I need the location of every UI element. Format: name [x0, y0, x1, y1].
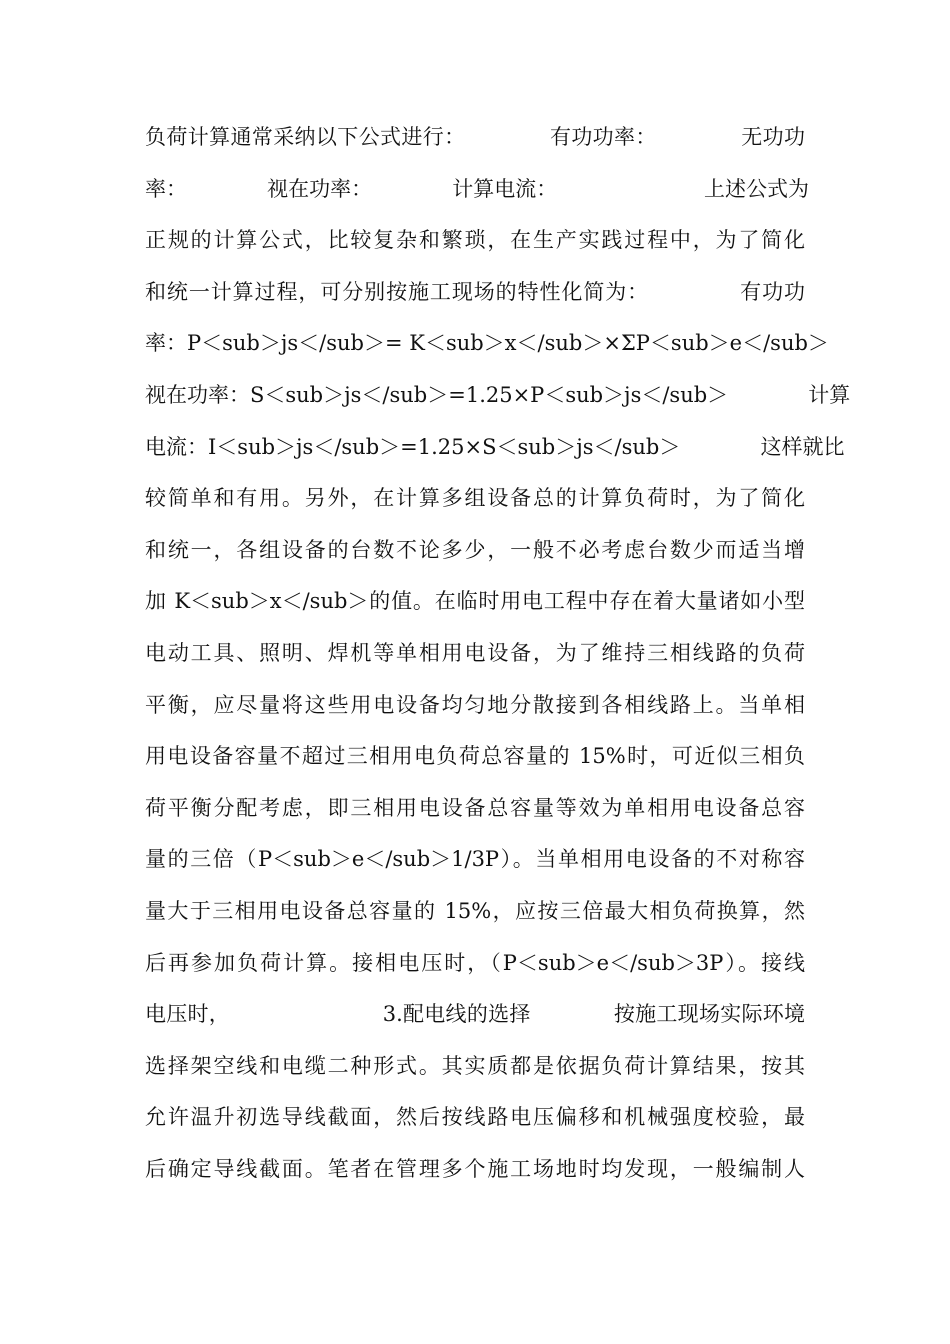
text-line: 荷平衡分配考虑，即三相用电设备总容量等效为单相用电设备总容	[145, 795, 805, 820]
text-line: 允许温升初选导线截面，然后按线路电压偏移和机械强度校验，最	[145, 1105, 805, 1130]
text-line: 加 K＜sub＞x＜/sub＞的值。在临时用电工程中存在着大量诸如小型	[145, 589, 805, 614]
text-line: 视在功率：S＜sub＞js＜/sub＞=1.25×P＜sub＞js＜/sub＞ 计算	[145, 382, 851, 407]
text-line: 较简单和有用。另外，在计算多组设备总的计算负荷时，为了简化	[145, 486, 805, 511]
text-line: 量的三倍（P＜sub＞e＜/sub＞1/3P）。当单相用电设备的不对称容	[145, 847, 805, 872]
text-line: 率： 视在功率： 计算电流： 上述公式为	[145, 176, 810, 201]
text-line: 电流：I＜sub＞js＜/sub＞=1.25×S＜sub＞js＜/sub＞ 这样就比	[145, 434, 845, 459]
text-line: 和统一计算过程，可分别按施工现场的特性化简为： 有功功	[145, 279, 805, 304]
text-line: 电压时， 3.配电线的选择 按施工现场实际环境	[145, 1002, 805, 1027]
text-line: 负荷计算通常采纳以下公式进行： 有功功率： 无功功	[145, 125, 805, 149]
text-line: 率：P＜sub＞js＜/sub＞= K＜sub＞x＜/sub＞×ΣP＜sub＞e＜/sub＞	[145, 331, 829, 356]
text-line: 平衡，应尽量将这些用电设备均匀地分散接到各相线路上。当单相	[145, 692, 805, 717]
text-line: 量大于三相用电设备总容量的 15%，应按三倍最大相负荷换算，然	[145, 898, 805, 923]
text-line: 后再参加负荷计算。接相电压时，（P＜sub＞e＜/sub＞3P）。接线	[145, 950, 805, 975]
text-line: 后确定导线截面。笔者在管理多个施工场地时均发现，一般编制人	[145, 1156, 805, 1181]
body-text	[145, 112, 851, 1195]
text-line: 和统一，各组设备的台数不论多少，一般不必考虑台数少而适当增	[145, 537, 805, 562]
text-line: 正规的计算公式，比较复杂和繁琐，在生产实践过程中，为了简化	[145, 228, 805, 253]
text-line: 电动工具、照明、焊机等单相用电设备，为了维持三相线路的负荷	[145, 640, 805, 665]
text-line: 用电设备容量不超过三相用电负荷总容量的 15%时，可近似三相负	[145, 744, 805, 769]
text-line: 选择架空线和电缆二种形式。其实质都是依据负荷计算结果，按其	[145, 1053, 805, 1078]
